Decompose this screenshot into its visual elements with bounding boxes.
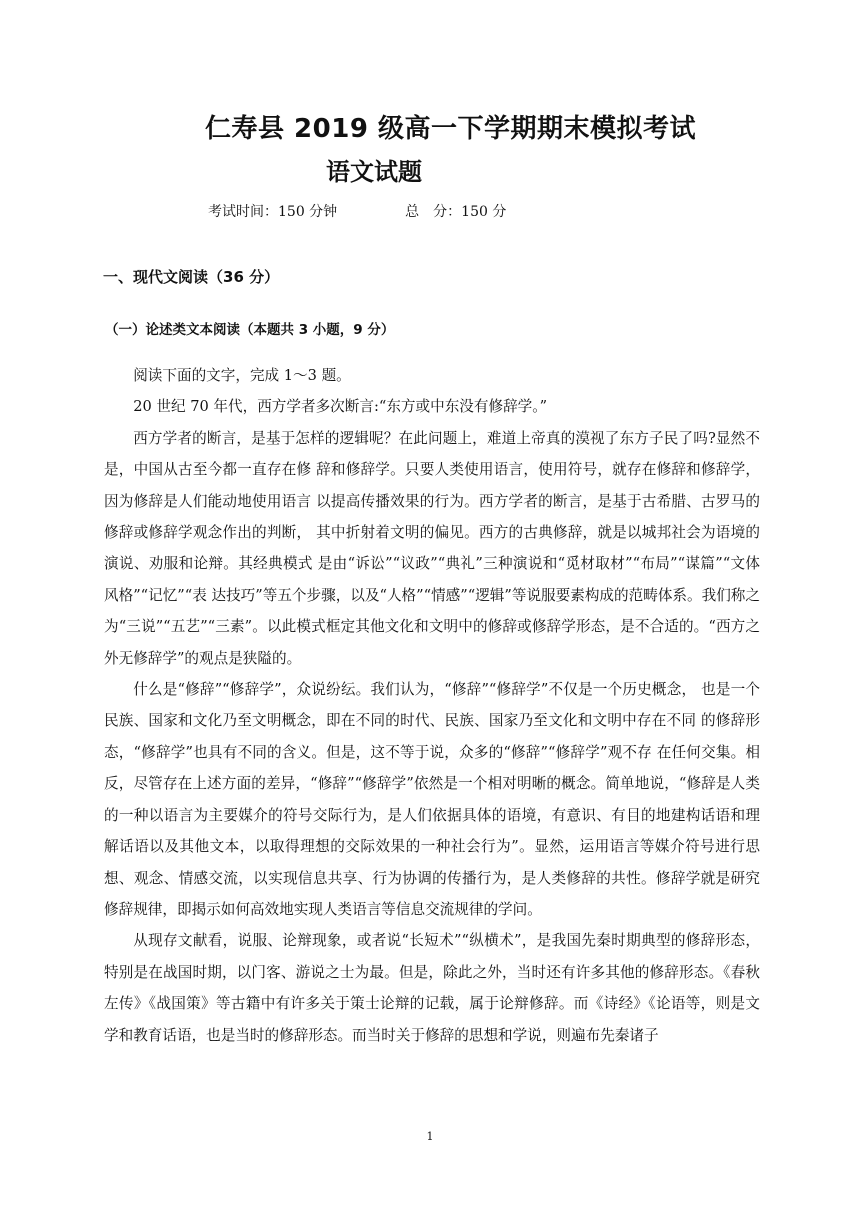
total-score: 总 分：150 分 — [405, 204, 507, 220]
exam-time: 考试时间：150 分钟 — [208, 204, 338, 220]
section-heading: 一、现代文阅读（36 分） — [103, 268, 280, 286]
exam-info — [208, 201, 506, 221]
page-number: 1 — [426, 1130, 434, 1143]
paragraph-4: 从现存文献看，说服、论辩现象，或者说“长短术”“纵横术”，是我国先秦时期典型的修辞形态，特别是在战国时期，以门客、游说之士为最。但是，除此之外，当时还有许多其他的修辞形态。《春秋左传》《战国策》等古籍中有许多关于策士论辩的记载，属于论辩修辞。而《诗经》《论语等，则是文学和教育话语，也是当时的修辞形态。而当时关于修辞的思想和学说，则遍布先秦诸子 — [104, 932, 760, 1044]
paragraph-instruction: 阅读下面的文字，完成 1～3 题。 — [133, 367, 351, 384]
section-subheading: （一）论述类文本阅读（本题共 3 小题，9 分） — [105, 322, 395, 338]
paragraph-2: 西方学者的断言，是基于怎样的逻辑呢？在此问题上，难道上帝真的漠视了东方子民了吗?显然不是，中国从古至今都一直存在修 辞和修辞学。只要人类使用语言，使用符号，就存在修辞和修辞学，因为修辞是人们能动地使用语言 以提高传播效果的行为。西方学者的断言，是基于古希腊、古罗马的修辞或修辞学观念作出的判断， 其中折射着文明的偏见。西方的古典修辞，就是以城邦社会为语境的演说、劝服和论辩。其经典模式 是由“诉讼”“议政”“典礼”三种演说和“觅材取材”“布局”“谋篇”“文体风格”“记忆”“表 达技巧”等五个步骤，以及“人格”“情感”“逻辑”等说服要素构成的范畴体系。我们称之为“三说”“五艺”“三素”。以此模式框定其他文化和文明中的修辞或修辞学形态，是不合适的。“西方之外无修辞学”的观点是狭隘的。 — [104, 429, 760, 667]
paragraph-1: 20 世纪 70 年代，西方学者多次断言:“东方或中东没有修辞学。” — [133, 398, 548, 416]
page-title: 仁寿县 2019 级高一下学期期末模拟考试 — [205, 114, 696, 144]
body-text — [104, 360, 760, 1051]
paragraph-3: 什么是“修辞”“修辞学”，众说纷纭。我们认为，“修辞”“修辞学”不仅是一个历史概念， 也是一个民族、国家和文化乃至文明概念，即在不同的时代、民族、国家乃至文化和文明中存在不同 的修辞形态，“修辞学”也具有不同的含义。但是，这不等于说，众多的“修辞”“修辞学”观不存 在任何交集。相反，尽管存在上述方面的差异，“修辞”“修辞学”依然是一个相对明晰的概念。简单地说，“修辞是人类的一种以语言为主要媒介的符号交际行为，是人们依据具体的语境，有意识、有目的地建构话语和理解话语以及其他文本，以取得理想的交际效果的一种社会行为”。显然，运用语言等媒介符号进行思想、观念、情感交流，以实现信息共享、行为协调的传播行为，是人类修辞的共性。修辞学就是研究修辞规律，即揭示如何高效地实现人类语言等信息交流规律的学问。 — [104, 681, 760, 918]
page-subtitle: 语文试题 — [326, 158, 422, 186]
